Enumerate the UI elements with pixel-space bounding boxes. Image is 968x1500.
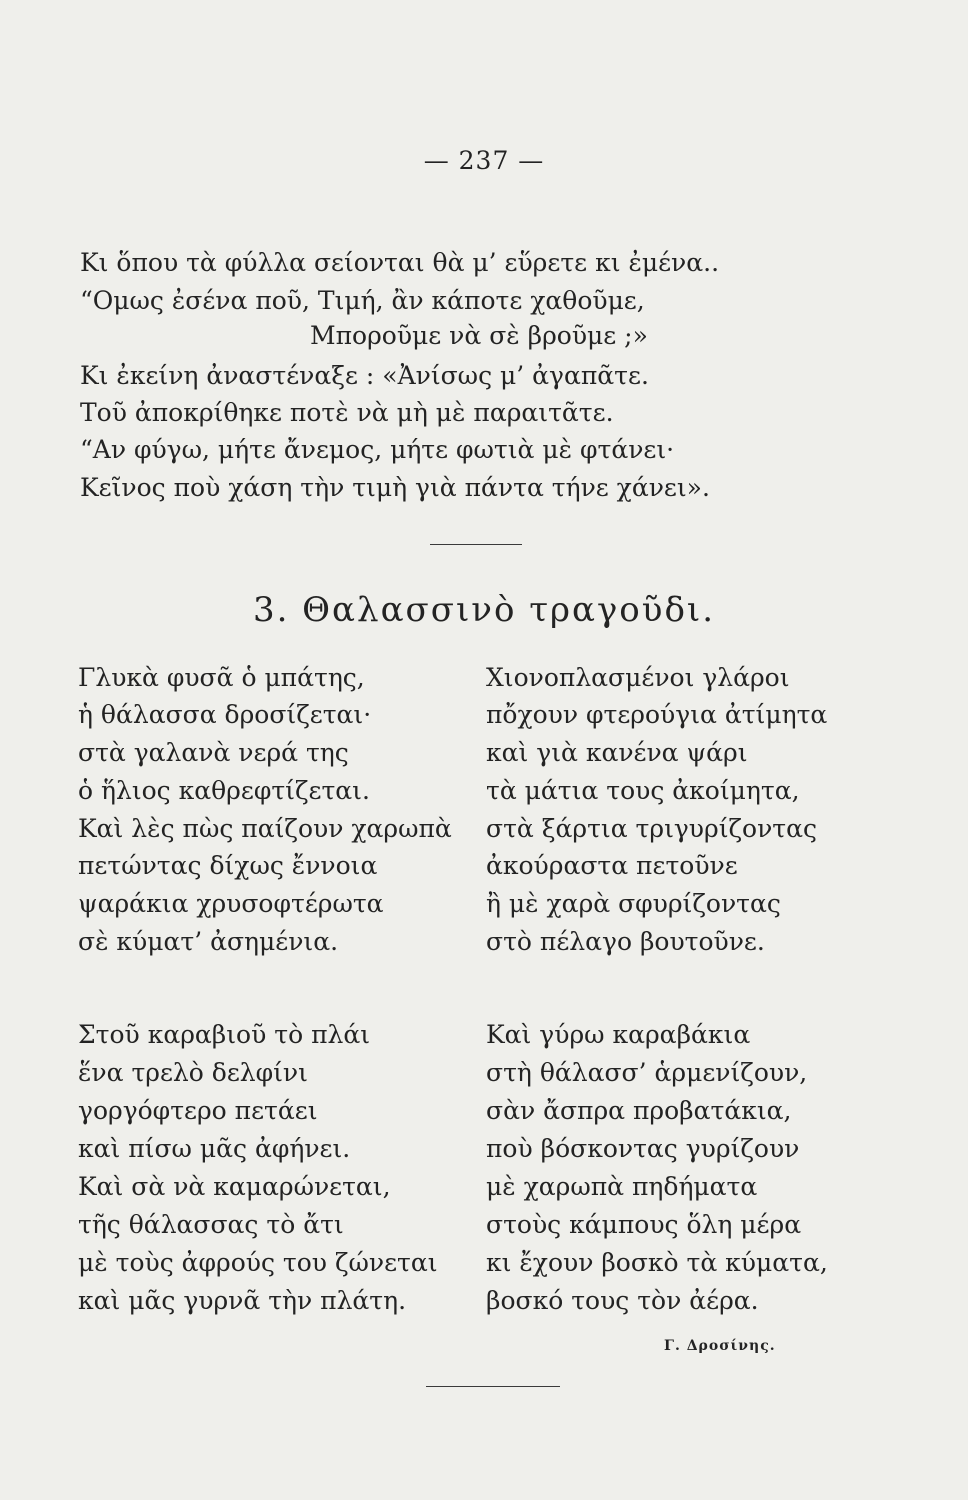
poem-line: καὶ πίσω μᾶς ἀφήνει. (78, 1134, 351, 1163)
poem-line: καὶ μᾶς γυρνᾶ τὴν πλάτη. (78, 1286, 407, 1315)
poem-line: “Αν φύγω, μήτε ἄνεμος, μήτε φωτιὰ μὲ φτάνει· (80, 435, 675, 464)
poem-line: “Ομως ἐσένα ποῦ, Τιμή, ἂν κάποτε χαθοῦμε, (80, 286, 645, 315)
section-title: 3. Θαλασσινὸ τραγοῦδι. (252, 590, 716, 630)
end-divider (426, 1386, 560, 1387)
poem-line: ψαράκια χρυσοφτέρωτα (78, 889, 384, 918)
poem-line: στοὺς κάμπους ὅλη μέρα (486, 1210, 802, 1239)
poem-line: Τοῦ ἀποκρίθηκε ποτὲ νὰ μὴ μὲ παραιτᾶτε. (80, 398, 614, 427)
poem-line: γοργόφτερο πετάει (78, 1096, 318, 1125)
section-divider (430, 544, 522, 545)
poem-line: μὲ τοὺς ἀφρούς του ζώνεται (78, 1248, 438, 1277)
poem-line: σὲ κύματ’ ἀσημένια. (78, 927, 339, 956)
poem-line: ἢ μὲ χαρὰ σφυρίζοντας (486, 889, 781, 918)
poem-line: τὰ μάτια τους ἀκοίμητα, (486, 776, 800, 805)
poem-line: ὁ ἥλιος καθρεφτίζεται. (78, 776, 370, 805)
poem-line: ἕνα τρελὸ δελφίνι (78, 1058, 308, 1087)
poem-line: Χιονοπλασμένοι γλάροι (486, 663, 790, 692)
poem-line: ποὺ βόσκοντας γυρίζουν (486, 1134, 800, 1163)
poem-line: Καὶ λὲς πὼς παίζουν χαρωπὰ (78, 814, 452, 843)
poem-line: ἀκούραστα πετοῦνε (486, 851, 738, 880)
poem-line: σὰν ἄσπρα προβατάκια, (486, 1096, 792, 1125)
poem-line: Κι ὅπου τὰ φύλλα σείονται θὰ μ’ εὕρετε κι ἐμένα.. (80, 248, 720, 277)
poem-line: στὴ θάλασσ’ ἁρμενίζουν, (486, 1058, 808, 1087)
poem-line: βοσκό τους τὸν ἀέρα. (486, 1286, 759, 1315)
page-number: — 237 — (423, 146, 545, 175)
poem-line: τῆς θάλασσας τὸ ἄτι (78, 1210, 344, 1239)
poem-line: στὰ γαλανὰ νερά της (78, 738, 349, 767)
poem-line: Καὶ γύρω καραβάκια (486, 1020, 751, 1049)
poem-line: στὸ πέλαγο βουτοῦνε. (486, 927, 765, 956)
poem-line: στὰ ξάρτια τριγυρίζοντας (486, 814, 818, 843)
poem-line: Στοῦ καραβιοῦ τὸ πλάι (78, 1020, 371, 1049)
poem-line: ἡ θάλασσα δροσίζεται· (78, 700, 372, 729)
poem-line: καὶ γιὰ κανένα ψάρι (486, 738, 748, 767)
poem-line: μὲ χαρωπὰ πηδήματα (486, 1172, 758, 1201)
author-signature: Γ. Δροσίνης. (664, 1338, 776, 1354)
poem-line: Γλυκὰ φυσᾶ ὁ μπάτης, (78, 663, 365, 692)
poem-line: Κι ἐκείνη ἀναστέναξε : «Ἀνίσως μ’ ἀγαπᾶτε. (80, 361, 649, 390)
poem-line: πετώντας δίχως ἔννοια (78, 851, 378, 880)
poem-line: Καὶ σὰ νὰ καμαρώνεται, (78, 1172, 391, 1201)
poem-line: Κεῖνος ποὺ χάση τὴν τιμὴ γιὰ πάντα τήνε χάνει». (80, 473, 710, 502)
poem-line: Μποροῦμε νὰ σὲ βροῦμε ;» (310, 321, 648, 350)
poem-line: πὄχουν φτερούγια ἀτίμητα (486, 700, 828, 729)
poem-line: κι ἔχουν βοσκὸ τὰ κύματα, (486, 1248, 828, 1277)
